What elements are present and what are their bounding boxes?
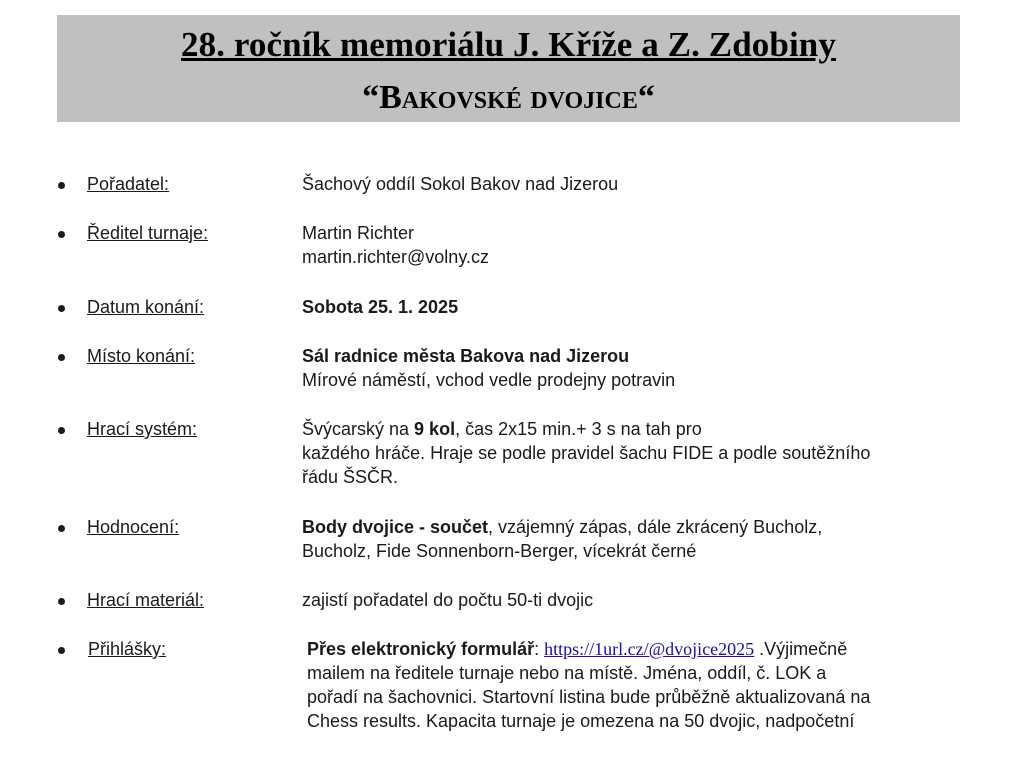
label-hodnoceni: Hodnocení: [87,517,180,537]
director-email: martin.richter@volny.cz [302,247,489,267]
value-hodnoceni [302,515,967,563]
value-poradatel [302,172,967,196]
bullet-icon [58,525,65,532]
registration-link[interactable]: https://1url.cz/@dvojice2025 [544,639,755,659]
system-line-3: řádu ŠSČR. [302,467,399,487]
label-system: Hrací systém: [87,419,198,439]
material-text: zajistí pořadatel do počtu 50-ti dvojic [302,590,594,610]
venue-name: Sál radnice města Bakova nad Jizerou [302,346,630,366]
venue-detail: Mírové náměstí, vchod vedle prodejny potravin [302,370,676,390]
label-prihlasky: Přihlášky: [88,639,167,659]
label-material: Hrací materiál: [87,590,205,610]
value-datum [302,295,967,319]
system-line-1 [302,417,967,441]
bullet-icon [58,182,65,189]
hodnoceni-line-1 [302,515,967,539]
value-material [302,588,967,612]
label-poradatel: Pořadatel: [87,174,170,194]
prihlasky-line-3: pořadí na šachovnici. Startovní listina bude průběžně aktualizovaná na [307,687,871,707]
bullet-icon [58,598,65,605]
value-system [302,417,967,489]
system-text-post: , čas 2x15 min.+ 3 s na tah pro [455,419,702,439]
label-reditel: Ředitel turnaje: [87,223,209,243]
system-text-pre: Švýcarský na [302,419,415,439]
hodnoceni-post: , vzájemný zápas, dále zkrácený Bucholz, [488,517,823,537]
system-line-2: každého hráče. Hraje se podle pravidel šachu FIDE a podle soutěžního [302,443,871,463]
value-prihlasky [307,637,967,733]
bullet-icon [58,427,65,434]
registration-post: .Výjimečně [754,639,848,659]
system-rounds: 9 kol [414,419,456,439]
bullet-icon [58,354,65,361]
label-misto: Místo konání: [87,346,196,366]
prihlasky-line-1 [307,637,967,661]
title-banner [57,15,960,122]
page-subtitle: “Bakovské dvojice“ [362,79,655,116]
page-title: 28. ročník memoriálu J. Kříže a Z. Zdobiny [181,25,836,64]
director-name: Martin Richter [302,223,415,243]
hodnoceni-line-2: Bucholz, Fide Sonnenborn-Berger, vícekrát černé [302,541,697,561]
event-date: Sobota 25. 1. 2025 [302,297,459,317]
registration-colon: : [534,639,545,659]
hodnoceni-bold: Body dvojice - součet [302,517,489,537]
poradatel-text: Šachový oddíl Sokol Bakov nad Jizerou [302,174,619,194]
registration-form-label: Přes elektronický formulář [307,639,535,659]
prihlasky-line-4: Chess results. Kapacita turnaje je omezena na 50 dvojic, nadpočetní [307,711,855,731]
bullet-icon [58,305,65,312]
label-datum: Datum konání: [87,297,205,317]
bullet-icon [58,647,65,654]
value-misto [302,344,967,392]
value-reditel [302,221,967,269]
prihlasky-line-2: mailem na ředitele turnaje nebo na místě. Jména, oddíl, č. LOK a [307,663,827,683]
bullet-icon [58,231,65,238]
